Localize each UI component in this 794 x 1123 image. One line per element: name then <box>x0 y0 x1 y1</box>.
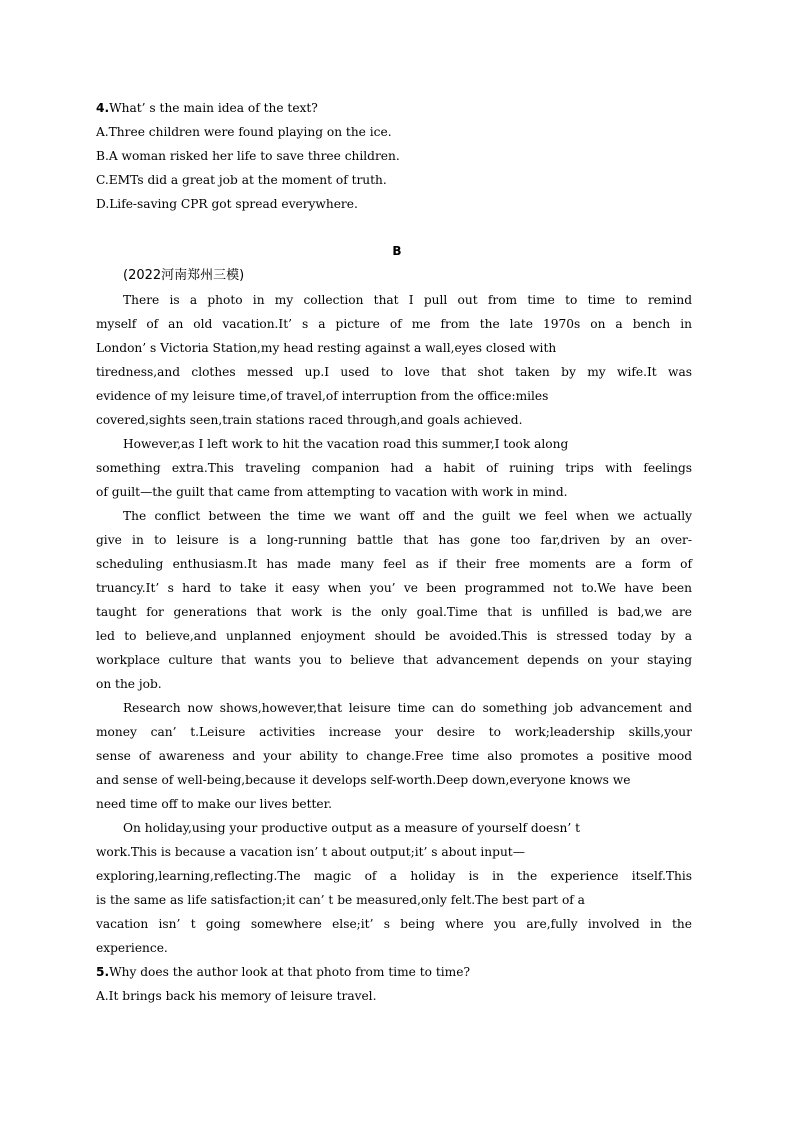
passage-line: something extra.This traveling companion had a habit of ruining trips with feelings <box>96 461 692 475</box>
passage-line: on the job. <box>96 677 162 691</box>
passage-line: of guilt—the guilt that came from attempting to vacation with work in mind. <box>96 485 568 499</box>
question-number: 4. <box>96 101 110 115</box>
passage-line: led to believe,and unplanned enjoyment should be avoided.This is stressed today by a <box>96 629 692 643</box>
passage-line: evidence of my leisure time,of travel,of interruption from the office:miles <box>96 389 549 403</box>
passage-line: money can’ t.Leisure activities increase your desire to work;leadership skills,your <box>96 725 692 739</box>
question-stem: What’ s the main idea of the text? <box>109 101 318 115</box>
question-4 <box>96 100 318 116</box>
passage-line: covered,sights seen,train stations raced through,and goals achieved. <box>96 413 523 427</box>
passage-line: scheduling enthusiasm.It has made many feel as if their free moments are a form of <box>96 557 692 571</box>
passage-line: Research now shows,however,that leisure time can do something job advancement and <box>123 701 692 715</box>
passage-line: tiredness,and clothes messed up.I used to love that shot taken by my wife.It was <box>96 365 692 379</box>
passage-line: workplace culture that wants you to believe that advancement depends on your staying <box>96 653 692 667</box>
question-number: 5. <box>96 965 110 979</box>
passage-line: give in to leisure is a long-running battle that has gone too far,driven by an over- <box>96 533 692 547</box>
passage-line: experience. <box>96 941 168 955</box>
passage-line: need time off to make our lives better. <box>96 797 332 811</box>
passage-line: exploring,learning,reflecting.The magic of a holiday is in the experience itself.This <box>96 869 692 883</box>
question-5 <box>96 964 470 980</box>
passage-line: myself of an old vacation.It’ s a picture of me from the late 1970s on a bench in <box>96 317 692 331</box>
passage-line: truancy.It’ s hard to take it easy when you’ ve been programmed not to.We have been <box>96 581 692 595</box>
passage-line: London’ s Victoria Station,my head resting against a wall,eyes closed with <box>96 341 557 355</box>
passage-line: taught for generations that work is the only goal.Time that is unfilled is bad,we are <box>96 605 692 619</box>
passage-line: sense of awareness and your ability to change.Free time also promotes a positive mood <box>96 749 692 763</box>
passage-line: The conflict between the time we want off and the guilt we feel when we actually <box>123 509 692 523</box>
passage-line: work.This is because a vacation isn’ t about output;it’ s about input— <box>96 845 525 859</box>
passage-line: There is a photo in my collection that I pull out from time to time to remind <box>123 293 692 307</box>
passage-line: is the same as life satisfaction;it can’ t be measured,only felt.The best part of a <box>96 893 585 907</box>
passage-line: and sense of well-being,because it develops self-worth.Deep down,everyone knows we <box>96 773 631 787</box>
option-b: B.A woman risked her life to save three children. <box>96 149 400 163</box>
passage-source: (2022河南郑州三模) <box>123 268 245 283</box>
option-d: D.Life-saving CPR got spread everywhere. <box>96 197 358 211</box>
passage-line: However,as I left work to hit the vacation road this summer,I took along <box>123 437 569 451</box>
section-heading: B <box>392 244 402 258</box>
option-a: A.It brings back his memory of leisure travel. <box>96 989 377 1003</box>
option-c: C.EMTs did a great job at the moment of truth. <box>96 173 387 187</box>
passage-line: vacation isn’ t going somewhere else;it’ s being where you are,fully involved in the <box>96 917 692 931</box>
option-a: A.Three children were found playing on the ice. <box>96 125 392 139</box>
question-stem: Why does the author look at that photo from time to time? <box>109 965 470 979</box>
passage-line: On holiday,using your productive output as a measure of yourself doesn’ t <box>123 821 580 835</box>
